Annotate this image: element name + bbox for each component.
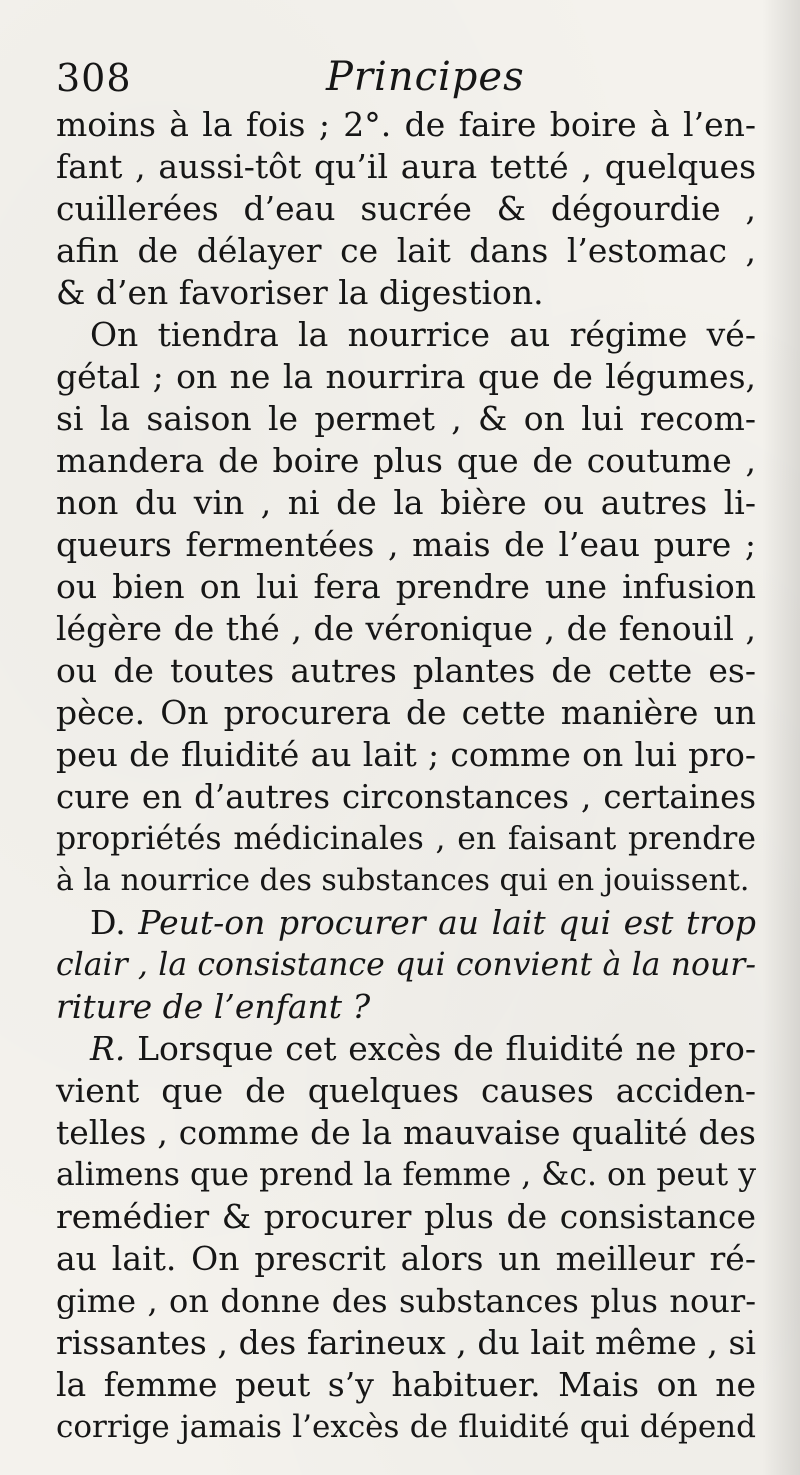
text-line: ou bien on lui fera prendre une infusion: [56, 567, 756, 606]
text-line: à la nourrice des substances qui en jouissent.: [56, 863, 750, 898]
text-line: propriétés médicinales , en faisant prendre: [56, 821, 756, 857]
text-line: au lait. On prescrit alors un meilleur ré-: [56, 1239, 756, 1278]
text-line: si la saison le permet , & on lui recom-: [56, 399, 756, 438]
text-line: rissantes , des farineux , du lait même , si: [56, 1323, 756, 1362]
text-line: la femme peut s’y habituer. Mais on ne: [56, 1365, 756, 1404]
page-edge-shadow: [762, 0, 800, 1475]
page-header: [56, 50, 756, 110]
text-line: peu de fluidité au lait ; comme on lui pro-: [56, 735, 756, 774]
running-head: Principes: [326, 54, 525, 100]
page-number: 308: [56, 56, 132, 100]
text-line: vient que de quelques causes acciden-: [56, 1071, 756, 1110]
text-line: cuillerées d’eau sucrée & dégourdie ,: [56, 189, 756, 228]
text-line: mandera de boire plus que de coutume ,: [56, 441, 756, 480]
question-line: riture de l’enfant ?: [56, 987, 371, 1026]
question-label: D.: [90, 903, 126, 942]
text-line: & d’en favoriser la digestion.: [56, 273, 544, 312]
page-body: [56, 104, 756, 1448]
question-text: Peut-on procurer au lait qui est trop: [138, 903, 756, 942]
text-line: telles , comme de la mauvaise qualité des: [56, 1113, 756, 1152]
text-line: ou de toutes autres plantes de cette es-: [56, 651, 756, 690]
text-line: gétal ; on ne la nourrira que de légumes,: [56, 357, 756, 396]
text-line: moins à la fois ; 2°. de faire boire à l’en-: [56, 105, 756, 144]
text-line: remédier & procurer plus de consistance: [56, 1197, 756, 1236]
text-line: afin de délayer ce lait dans l’estomac ,: [56, 231, 756, 270]
text-line: légère de thé , de véronique , de fenouil ,: [56, 609, 756, 648]
text-line: On tiendra la nourrice au régime vé-: [90, 315, 756, 354]
text-line: alimens que prend la femme , &c. on peut y: [56, 1157, 756, 1193]
text-line: queurs fermentées , mais de l’eau pure ;: [56, 525, 756, 564]
answer-label: R.: [90, 1029, 126, 1068]
answer-line: [56, 1028, 756, 1070]
text-line: pèce. On procurera de cette manière un: [56, 693, 756, 732]
text-line: gime , on donne des substances plus nour-: [56, 1282, 756, 1320]
answer-text: Lorsque cet excès de fluidité ne pro-: [137, 1029, 756, 1068]
text-line: fant , aussi-tôt qu’il aura tetté , quelques: [56, 147, 756, 186]
text-line: non du vin , ni de la bière ou autres li-: [56, 483, 756, 522]
question-line: [56, 902, 756, 944]
question-line: clair , la consistance qui convient à la nour-: [56, 947, 756, 983]
text-line: corrige jamais l’excès de fluidité qui dépend: [56, 1409, 756, 1445]
text-line: cure en d’autres circonstances , certaines: [56, 778, 756, 816]
